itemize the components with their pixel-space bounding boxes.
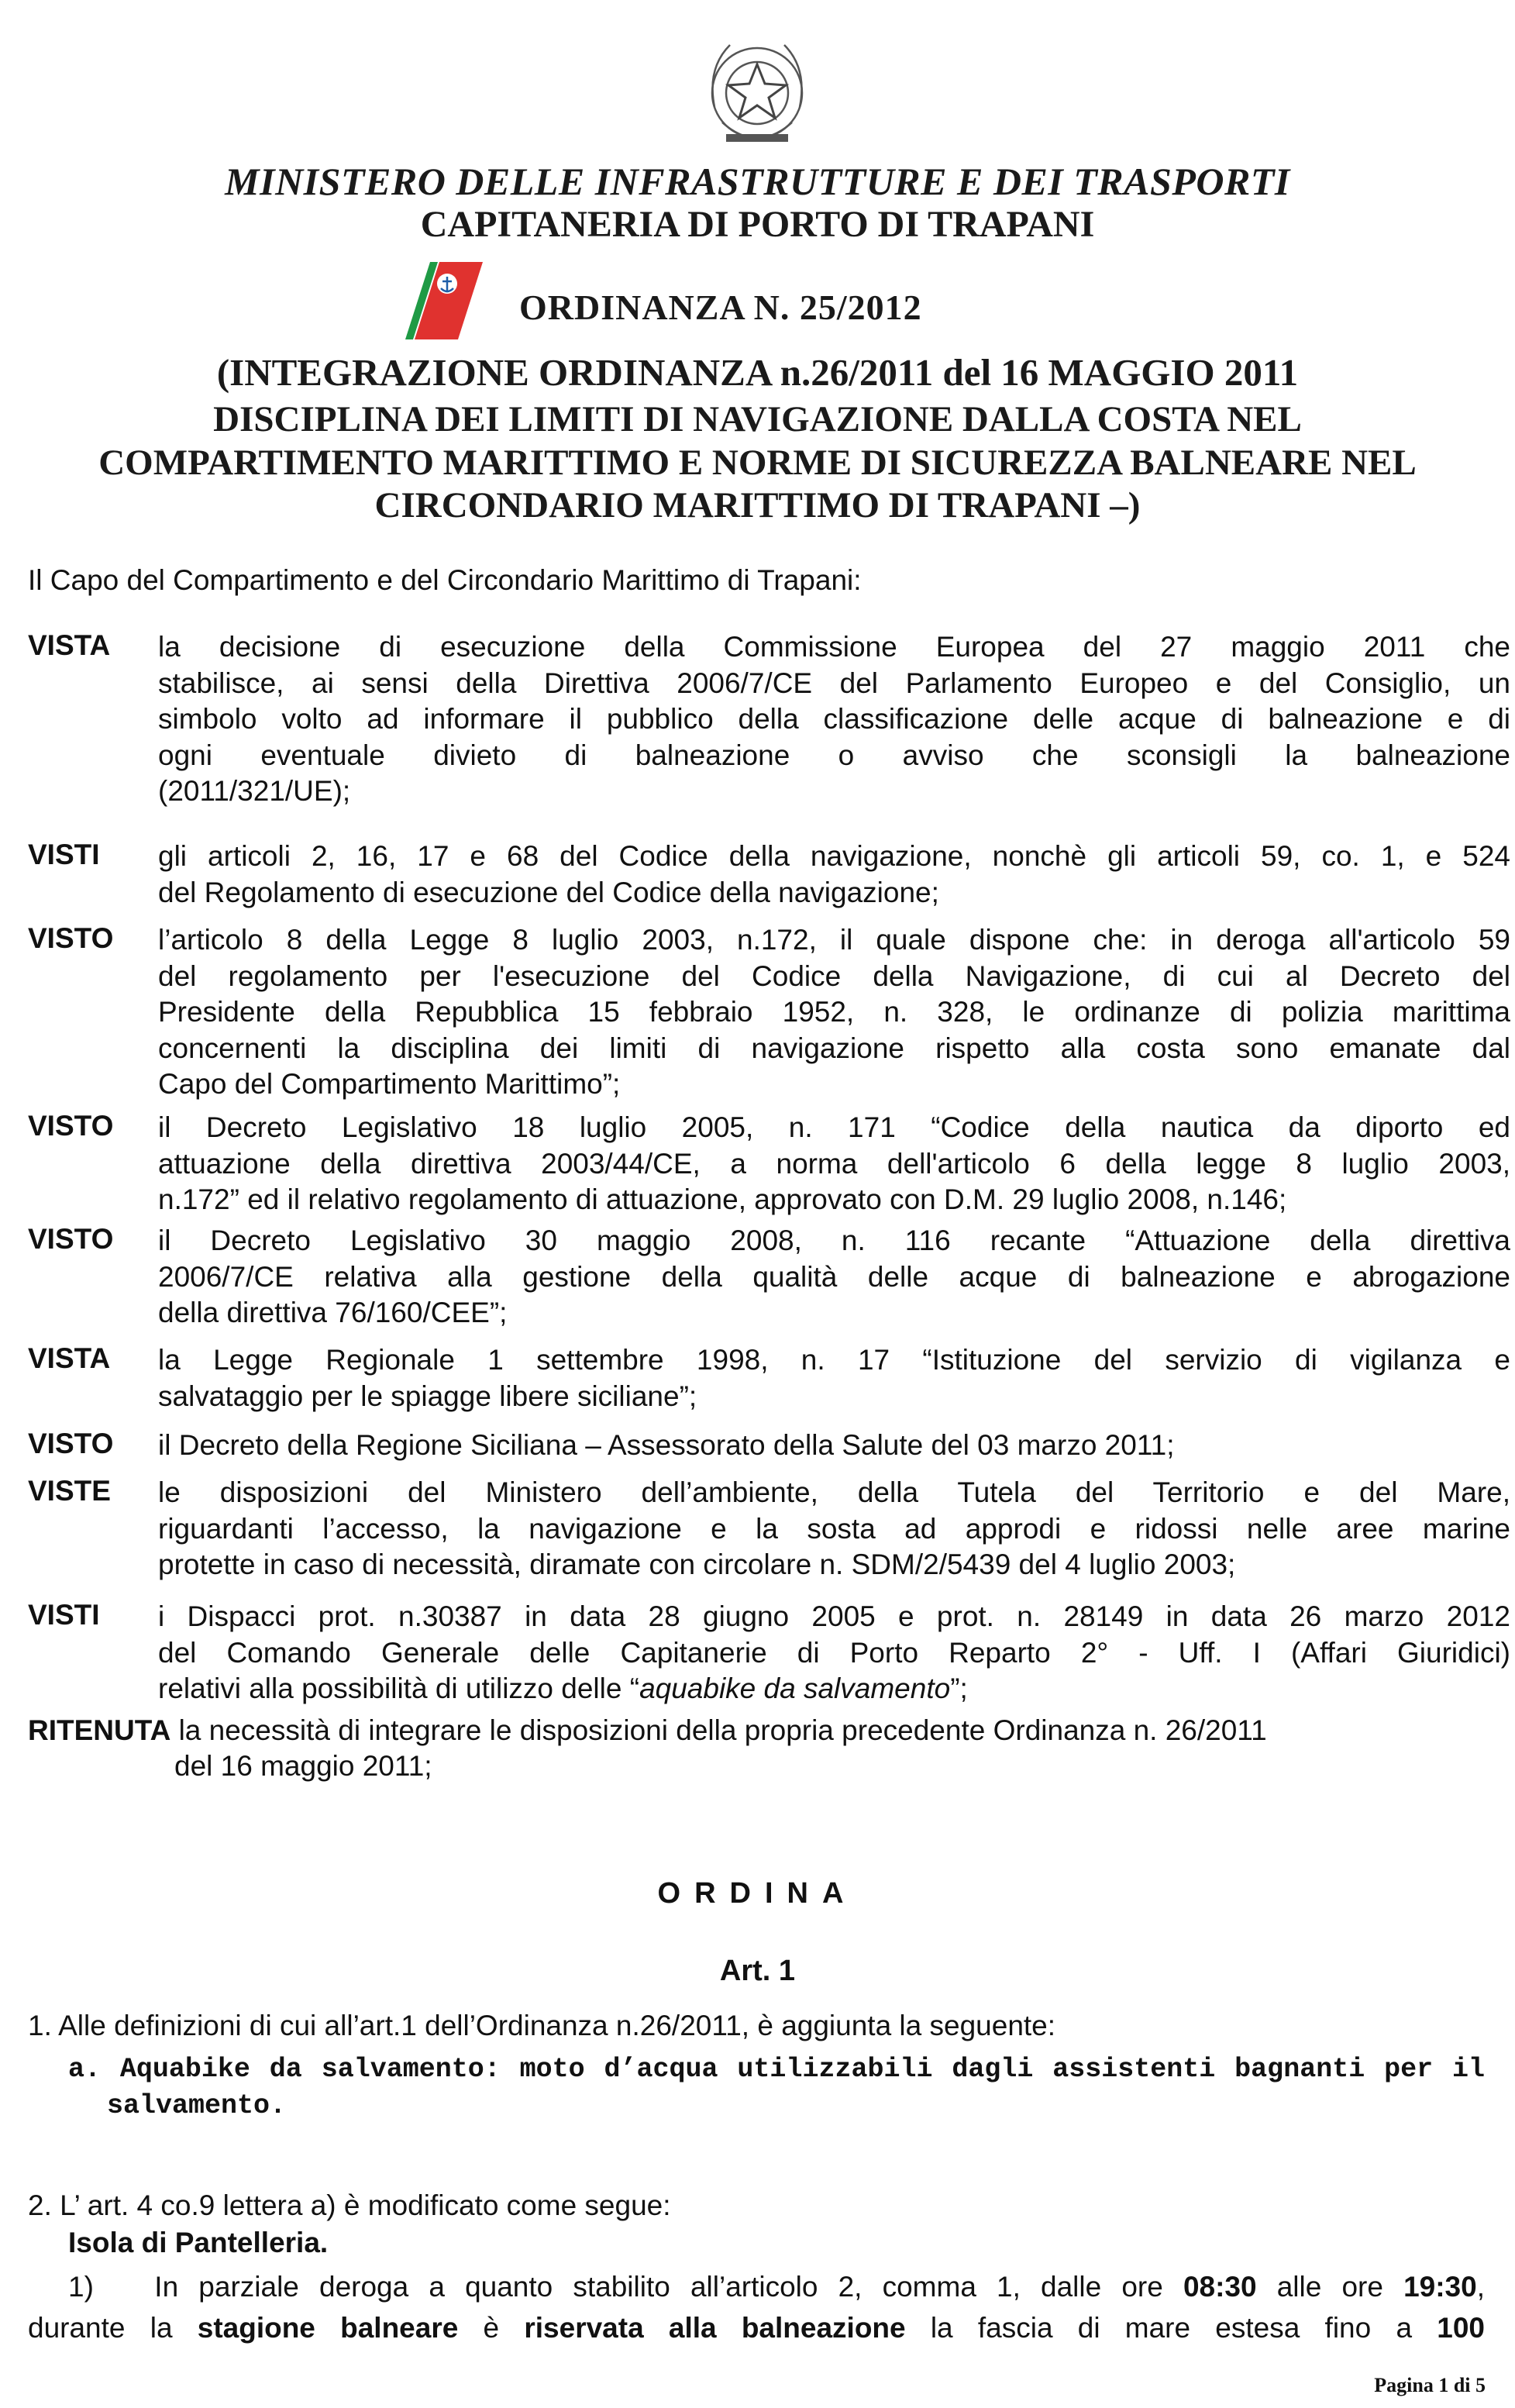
time-end: 19:30 <box>1403 2271 1477 2303</box>
clause-keyword: VISTI <box>28 1599 100 1631</box>
clause-line: i Dispacci prot. n.30387 in data 28 giugno 2005 e prot. n. 28149 in data 26 marzo 2012 <box>158 1600 1510 1632</box>
definition-aquabike: a. Aquabike da salvamento: moto d’acqua utilizzabili dagli assistenti bagnanti per il <box>68 2054 1485 2085</box>
clause-text <box>158 1475 1510 1583</box>
bold-term: 100 <box>1437 2312 1485 2344</box>
article-item-2: 2. L’ art. 4 co.9 lettera a) è modificato come segue: <box>28 2189 671 2221</box>
clause-line: n.172” ed il relativo regolamento di attuazione, approvato con D.M. 29 luglio 2008, n.146; <box>158 1183 1287 1215</box>
clause-line: il Decreto Legislativo 18 luglio 2005, n. 171 “Codice della nautica da diporto ed <box>158 1111 1510 1143</box>
clause-text <box>158 629 1510 810</box>
office-name: CAPITANERIA DI PORTO DI TRAPANI <box>420 204 1095 245</box>
clause-text <box>158 1342 1510 1414</box>
paragraph-1-line-2 <box>28 2312 1485 2344</box>
paragraph-text: alle ore <box>1256 2271 1404 2303</box>
clause-line-end: ”; <box>950 1673 968 1704</box>
clause-line: l’articolo 8 della Legge 8 luglio 2003, n.172, il quale dispone che: in deroga all'articolo 59 <box>158 924 1510 956</box>
clause-keyword: VISTO <box>28 1223 114 1255</box>
ritenuta-keyword: RITENUTA <box>28 1714 171 1746</box>
clause-line: le disposizioni del Ministero dell’ambiente, della Tutela del Territorio e del Mare, <box>158 1476 1510 1508</box>
clause-keyword: VISTE <box>28 1475 111 1507</box>
clause-line: stabilisce, ai sensi della Direttiva 2006/7/CE del Parlamento Europeo e del Consiglio, un <box>158 667 1510 699</box>
clause-text <box>158 839 1510 911</box>
clause-text <box>158 1599 1510 1707</box>
ritenuta-line-2: del 16 maggio 2011; <box>174 1750 432 1782</box>
clause-line: simbolo volto ad informare il pubblico della classificazione delle acque di balneazione e di <box>158 703 1510 735</box>
clause-line: del Regolamento di esecuzione del Codice della navigazione; <box>158 876 939 908</box>
ministry-name: MINISTERO DELLE INFRASTRUTTURE E DEI TRASPORTI <box>225 160 1290 203</box>
clause-line-start: relativi alla possibilità di utilizzo delle “ <box>158 1673 640 1704</box>
article-item-1: 1. Alle definizioni di cui all’art.1 dell’Ordinanza n.26/2011, è aggiunta la seguente: <box>28 2010 1056 2041</box>
paragraph-text: , <box>1476 2271 1485 2303</box>
republic-emblem-icon <box>691 22 823 161</box>
clause-line: attuazione della direttiva 2003/44/CE, a norma dell'articolo 6 della legge 8 luglio 2003, <box>158 1147 1510 1180</box>
clause-text <box>158 1110 1510 1218</box>
paragraph-1-line-1 <box>68 2271 1485 2303</box>
subject-line-3: CIRCONDARIO MARITTIMO DI TRAPANI –) <box>374 485 1141 525</box>
clause-line: concernenti la disciplina dei limiti di navigazione rispetto alla costa sono emanate dal <box>158 1032 1510 1064</box>
clause-line: della direttiva 76/160/CEE”; <box>158 1297 508 1328</box>
time-start: 08:30 <box>1183 2271 1257 2303</box>
paragraph-text: la fascia di mare estesa fino a <box>905 2312 1438 2344</box>
intro-text: Il Capo del Compartimento e del Circondario Marittimo di Trapani: <box>28 564 862 596</box>
bold-term: stagione balneare <box>197 2312 459 2344</box>
clause-line: Capo del Compartimento Marittimo”; <box>158 1068 621 1100</box>
article-title: Art. 1 <box>719 1955 796 1987</box>
clause-line: il Decreto della Regione Siciliana – Assessorato della Salute del 03 marzo 2011; <box>158 1429 1175 1461</box>
coast-guard-logo-icon <box>384 256 484 341</box>
paragraph-text: 1) In parziale deroga a quanto stabilito all’articolo 2, comma 1, dalle ore <box>68 2271 1183 2303</box>
page-number: Pagina 1 di 5 <box>1374 2374 1486 2396</box>
clause-line <box>158 1671 1510 1707</box>
ritenuta-text: la necessità di integrare le disposizioni della propria precedente Ordinanza n. 26/2011 <box>170 1714 1267 1746</box>
clause-line: la Legge Regionale 1 settembre 1998, n. 17 “Istituzione del servizio di vigilanza e <box>158 1344 1510 1376</box>
ritenuta-line <box>28 1714 1267 1747</box>
clause-keyword: VISTA <box>28 1342 111 1374</box>
clause-line: gli articoli 2, 16, 17 e 68 del Codice della navigazione, nonchè gli articoli 59, co. 1, e 524 <box>158 840 1510 872</box>
clause-line: riguardanti l’accesso, la navigazione e la sosta ad approdi e ridossi nelle aree marine <box>158 1512 1510 1545</box>
clause-text <box>158 922 1510 1103</box>
clause-text <box>158 1428 1510 1464</box>
clause-keyword: VISTA <box>28 629 111 661</box>
clause-keyword: VISTO <box>28 922 114 954</box>
clause-line: salvataggio per le spiagge libere siciliane”; <box>158 1380 697 1412</box>
ordina-heading: ORDINA <box>657 1877 858 1910</box>
clause-line: la decisione di esecuzione della Commissione Europea del 27 maggio 2011 che <box>158 631 1510 663</box>
island-heading: Isola di Pantelleria. <box>68 2227 329 2258</box>
subject-line-1: DISCIPLINA DEI LIMITI DI NAVIGAZIONE DALLA COSTA NEL <box>213 399 1302 439</box>
clause-line: Presidente della Repubblica 15 febbraio 1952, n. 328, le ordinanze di polizia marittima <box>158 996 1510 1028</box>
italic-term: aquabike da salvamento <box>639 1673 951 1704</box>
clause-line: (2011/321/UE); <box>158 775 351 807</box>
integration-title: (INTEGRAZIONE ORDINANZA n.26/2011 del 16 MAGGIO 2011 <box>216 351 1299 394</box>
clause-keyword: VISTI <box>28 839 100 870</box>
clause-line: ogni eventuale divieto di balneazione o avviso che sconsigli la balneazione <box>158 739 1510 771</box>
clause-line: il Decreto Legislativo 30 maggio 2008, n. 116 recante “Attuazione della direttiva <box>158 1225 1510 1256</box>
clause-keyword: VISTO <box>28 1428 114 1459</box>
clause-text <box>158 1223 1510 1331</box>
paragraph-text: è <box>458 2312 525 2344</box>
clause-line: del regolamento per l'esecuzione del Codice della Navigazione, di cui al Decreto del <box>158 959 1510 992</box>
ordinance-number: ORDINANZA N. 25/2012 <box>519 288 922 327</box>
clause-keyword: VISTO <box>28 1110 114 1142</box>
clause-line: protette in caso di necessità, diramate con circolare n. SDM/2/5439 del 4 luglio 2003; <box>158 1548 1236 1580</box>
subject-line-2: COMPARTIMENTO MARITTIMO E NORME DI SICUREZZA BALNEARE NEL <box>98 443 1417 483</box>
definition-aquabike-cont: salvamento. <box>107 2090 287 2121</box>
clause-line: del Comando Generale delle Capitanerie di Porto Reparto 2° - Uff. I (Affari Giuridici) <box>158 1636 1510 1669</box>
bold-term: riservata alla balneazione <box>524 2312 906 2344</box>
paragraph-text: durante la <box>28 2312 198 2344</box>
clause-line: 2006/7/CE relativa alla gestione della qualità delle acque di balneazione e abrogazione <box>158 1260 1510 1293</box>
